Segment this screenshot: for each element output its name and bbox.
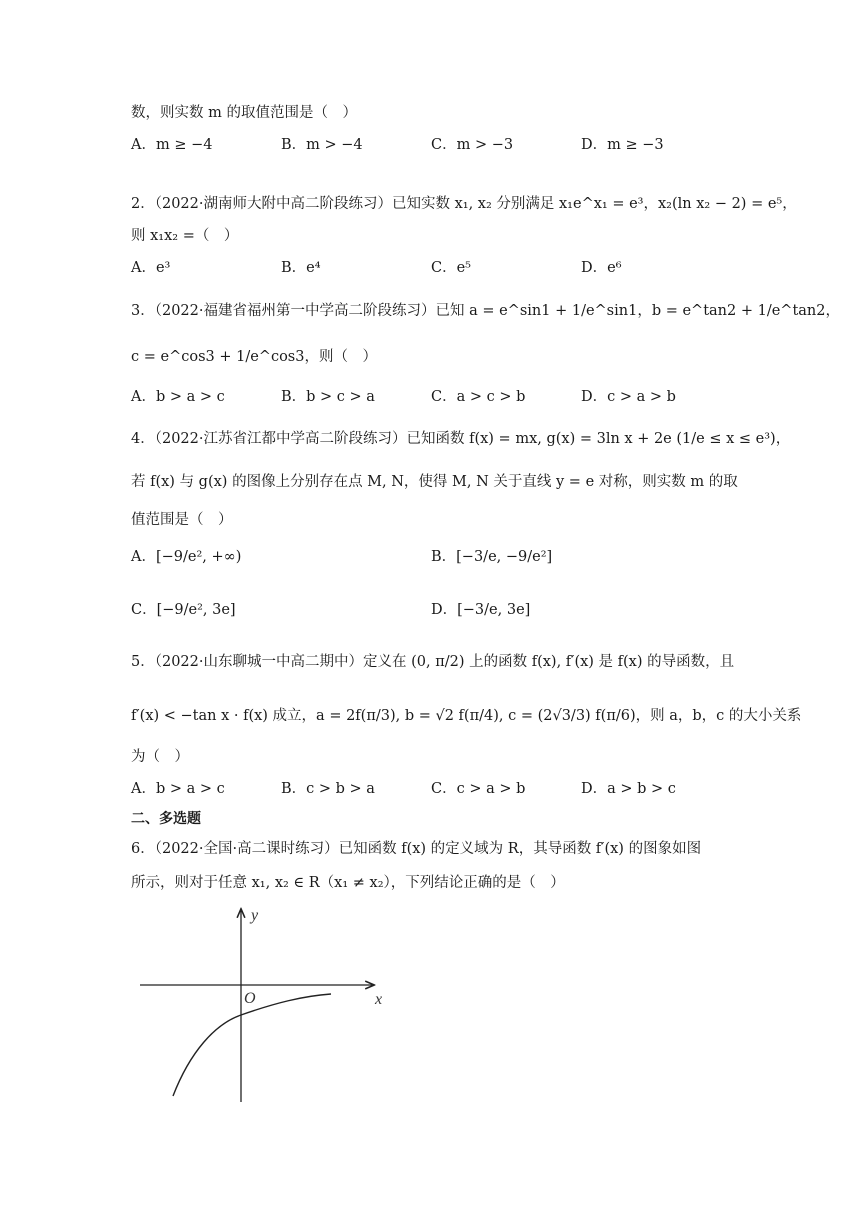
q0-options xyxy=(131,134,731,156)
q0-option-d: D．m ≥ −3 xyxy=(581,137,664,153)
q5-option-a: A．b > a > c xyxy=(131,781,225,797)
q4-stem-line3: 值范围是（ ） xyxy=(131,512,233,528)
q3-option-d: D．c > a > b xyxy=(581,389,676,405)
q5-options xyxy=(131,778,731,800)
q3-stem-line2: c = e^cos3 + 1/e^cos3，则（ ） xyxy=(131,349,377,365)
section-heading-multiple-choice: 二、多选题 xyxy=(131,811,201,827)
origin-label: O xyxy=(244,990,256,1007)
q5-stem-line1: 5．（2022·山东聊城一中高二期中）定义在 (0, π/2) 上的函数 f(x), f′(x) 是 f(x) 的导函数，且 xyxy=(131,654,735,670)
q3-option-a: A．b > a > c xyxy=(131,389,225,405)
q2-stem-line1: 2．（2022·湖南师大附中高二阶段练习）已知实数 x₁, x₂ 分别满足 x₁e^x₁ = e³，x₂(ln x₂ − 2) = e⁵， xyxy=(131,196,797,212)
derivative-curve xyxy=(173,994,331,1096)
q4-stem-line2: 若 f(x) 与 g(x) 的图像上分别存在点 M, N，使得 M, N 关于直线 y = e 对称，则实数 m 的取 xyxy=(131,474,738,490)
y-axis-label: y xyxy=(251,907,259,924)
q2-options xyxy=(131,257,731,279)
q2-option-d: D．e⁶ xyxy=(581,260,622,276)
q5-stem-line3: 为（ ） xyxy=(131,749,189,765)
q0-option-a: A．m ≥ −4 xyxy=(131,137,213,153)
q5-option-b: B．c > b > a xyxy=(281,781,375,797)
q3-option-c: C．a > c > b xyxy=(431,389,526,405)
q5-option-c: C．c > a > b xyxy=(431,781,526,797)
x-axis-label: x xyxy=(375,991,383,1008)
q2-option-b: B．e⁴ xyxy=(281,260,321,276)
q0-tail: 数，则实数 m 的取值范围是（ ） xyxy=(131,105,357,121)
q0-option-b: B．m > −4 xyxy=(281,137,363,153)
q6-stem-line1: 6．（2022·全国·高二课时练习）已知函数 f(x) 的定义域为 R，其导函数 f′(x) 的图象如图 xyxy=(131,841,702,857)
q4-option-b: B．[−3/e, −9/e²] xyxy=(431,549,553,565)
q4-option-c: C．[−9/e², 3e] xyxy=(131,602,236,618)
q0-option-c: C．m > −3 xyxy=(431,137,514,153)
q2-option-a: A．e³ xyxy=(131,260,171,276)
q3-stem-line1: 3．（2022·福建省福州第一中学高二阶段练习）已知 a = e^sin1 + 1/e^sin1，b = e^tan2 + 1/e^tan2， xyxy=(131,303,840,319)
q3-option-b: B．b > c > a xyxy=(281,389,375,405)
q6-stem-line2: 所示，则对于任意 x₁, x₂ ∈ R（x₁ ≠ x₂），下列结论正确的是（ ） xyxy=(131,875,565,891)
q4-options-row1 xyxy=(131,546,731,568)
q3-options xyxy=(131,386,731,408)
q5-option-d: D．a > b > c xyxy=(581,781,676,797)
q4-stem-line1: 4．（2022·江苏省江都中学高二阶段练习）已知函数 f(x) = mx, g(x) = 3ln x + 2e (1/e ≤ x ≤ e³)， xyxy=(131,431,791,447)
q5-stem-line2: f′(x) < −tan x · f(x) 成立，a = 2f(π/3), b = √2 f(π/4), c = (2√3/3) f(π/6)，则 a，b，c 的大小关系 xyxy=(131,708,802,724)
q4-option-a: A．[−9/e², +∞) xyxy=(131,549,242,565)
q4-option-d: D．[−3/e, 3e] xyxy=(431,602,531,618)
q2-stem-line2: 则 x₁x₂ =（ ） xyxy=(131,228,239,244)
q2-option-c: C．e⁵ xyxy=(431,260,471,276)
derivative-graph xyxy=(135,902,395,1107)
q4-options-row2 xyxy=(131,599,731,621)
